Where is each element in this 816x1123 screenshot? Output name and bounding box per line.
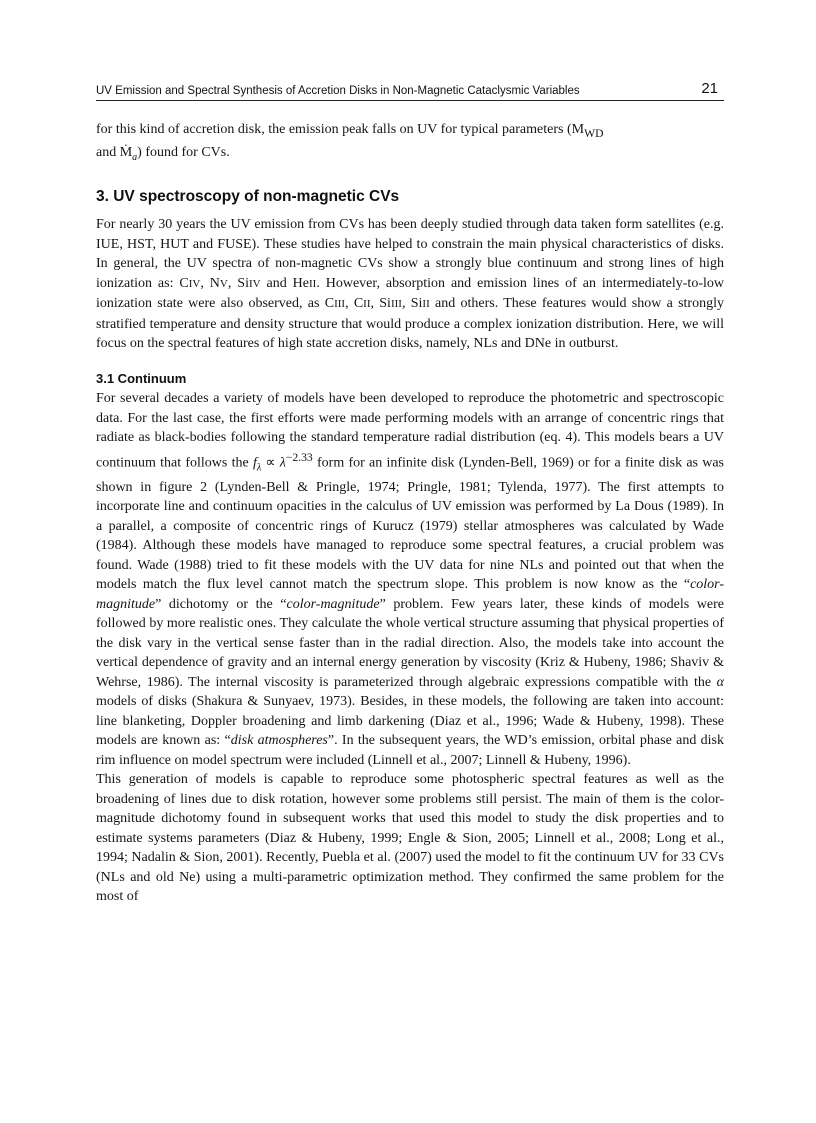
ion-c-iii: III xyxy=(334,298,346,311)
color-magnitude-term-2: color-magnitude xyxy=(286,596,380,612)
ion-si-iii: III xyxy=(390,298,402,311)
main-text xyxy=(96,120,724,907)
mdot-symbol: Ṁ xyxy=(119,145,133,161)
color-magnitude-term-1: color-magnitude xyxy=(96,577,724,612)
intro-text-1: for this kind of accretion disk, the emission peak falls on UV for typical parameters (M xyxy=(96,122,585,137)
c1-text-5: models of disks (Shakura & Sunyaev, 1973). Besides, in these models, the following are taken into account: line blanketing, Doppler broadening and limb darkening (Diaz et al., 1996; Wade & Hubeny, 1998). These models are known as: “ xyxy=(96,694,724,749)
ion-c-ii: II xyxy=(363,298,371,311)
c1-text-3: ” dichotomy or the “ xyxy=(155,596,287,612)
section-heading: 3. UV spectroscopy of non-magnetic CVs xyxy=(96,187,400,205)
continuum-paragraph-1 xyxy=(96,389,724,770)
s3-text-3: , Si xyxy=(227,275,249,291)
ion-si-ii: II xyxy=(422,298,430,311)
s3-text-7: , Si xyxy=(370,296,391,312)
c1-text-4: ” problem. Few years later, these kinds of models were followed by more realistic ones. They calculate the whole vertical structure assuming that physical properties of the disk vary in the vertical sense faster than in the radial direction. Also, the models take into account the vertical dependence of gravity and an internal energy generation by viscosity (Kriz & Hubeny, 1986; Shaviv & Wehrse, 1986). The internal viscosity is parameterized through algebraic expressions compatible with the xyxy=(96,596,725,690)
lambda-exponent: −2.33 xyxy=(285,450,313,464)
s3-text-2: , N xyxy=(200,275,220,291)
intro-text-2: and xyxy=(96,145,120,161)
page-number: 21 xyxy=(701,80,718,97)
s3-text-1: For nearly 30 years the UV emission from CVs has been deeply studied through data taken form satellites (e.g. IUE, HST, HUT and FUSE). These studies have helped to constrain the main physical characteristics of disks. In general, the UV spectra of non-magnetic CVs show a strongly blue continuum and strong lines of high ionization as: C xyxy=(96,217,724,291)
proportional-symbol: ∝ xyxy=(261,455,280,471)
flux-symbol: f xyxy=(252,455,257,471)
s3-text-9: and others. These features would show a strongly stratified temperature and density structure that would produce a complex ionization distribution. Here, we will focus on the spectral features of high state accretion disks, namely, NLs and DNe in outburst. xyxy=(96,296,724,352)
ion-he-ii: II xyxy=(308,277,317,290)
c1-text-1: For several decades a variety of models have been developed to reproduce the photometric and spectroscopic data. For the last case, the first efforts were made performing models with an arrange of concentric rings that radiate as black-bodies following the standard temperature radial distribution (eq. 4). This models bears a UV continuum that follows the xyxy=(96,391,724,471)
flux-subscript: λ xyxy=(256,462,262,474)
s3-text-5: . However, absorption and emission lines of an intermediately-to-low ionization state were also observed, as C xyxy=(96,275,724,312)
ion-n-v: V xyxy=(219,277,228,290)
intro-paragraph xyxy=(96,120,724,168)
running-title: UV Emission and Spectral Synthesis of Accretion Disks in Non-Magnetic Cataclysmic Variables xyxy=(96,85,580,97)
c1-text-6: ”. In the subsequent years, the WD’s emission, orbital phase and disk rim influence on model spectrum were included (Linnell et al., 2007; Linnell & Hubeny, 1996). xyxy=(96,733,724,768)
subsection-heading: 3.1 Continuum xyxy=(96,370,187,386)
intro-text-3: ) found for CVs. xyxy=(137,145,230,161)
ion-si-iv: IV xyxy=(248,277,261,290)
section-paragraph xyxy=(96,215,724,354)
lambda-symbol: λ xyxy=(279,455,286,471)
s3-text-6: , C xyxy=(345,296,364,312)
s3-text-8: , Si xyxy=(401,296,423,312)
disk-atmospheres-term: disk atmospheres xyxy=(230,733,328,749)
c1-text-2: form for an infinite disk (Lynden-Bell, 1969) or for a finite disk as was shown in figure 2 (Lynden-Bell & Pringle, 1974; Pringle, 1981; Tylenda, 1977). The first attempts to incorporate line and continuum opacities in the calculus of UV emission was performed by La Dous (1989). In a parallel, a composite of concentric rings of Kurucz (1979) stellar atmospheres was calculated by Wade (1984). Although these models have managed to reproduce some spectral features, a crucial problem was found. Wade (1988) tried to fit these models with the UV data for nine NLs and pointed out that when the models match the flux level cannot match the spectrum slope. This problem is now know as the “ xyxy=(96,455,724,593)
continuum-paragraph-2: This generation of models is capable to reproduce some photospheric spectral features as well as the broadening of lines due to disk rotation, however some problems still persist. The main of them is the color-magnitude dichotomy found in subsequent works that used this model to study the disk properties and to estimate systems parameters (Diaz & Hubeny, 1999; Engle & Sion, 2005; Linnell et al., 2008; Long et al., 1994; Nadalin & Sion, 2001). Recently, Puebla et al. (2007) used the model to fit the continuum UV for 33 CVs (NLs and old Ne) using a multi-parametric optimization method. They confirmed the same problem for the most of xyxy=(96,772,724,905)
s3-text-4: and He xyxy=(260,275,309,291)
alpha-symbol: α xyxy=(716,674,724,690)
intro-subscript-wd: WD xyxy=(584,126,604,140)
mdot-subscript: a xyxy=(132,152,138,164)
running-header xyxy=(96,80,724,101)
ion-c-iv: IV xyxy=(188,277,201,290)
